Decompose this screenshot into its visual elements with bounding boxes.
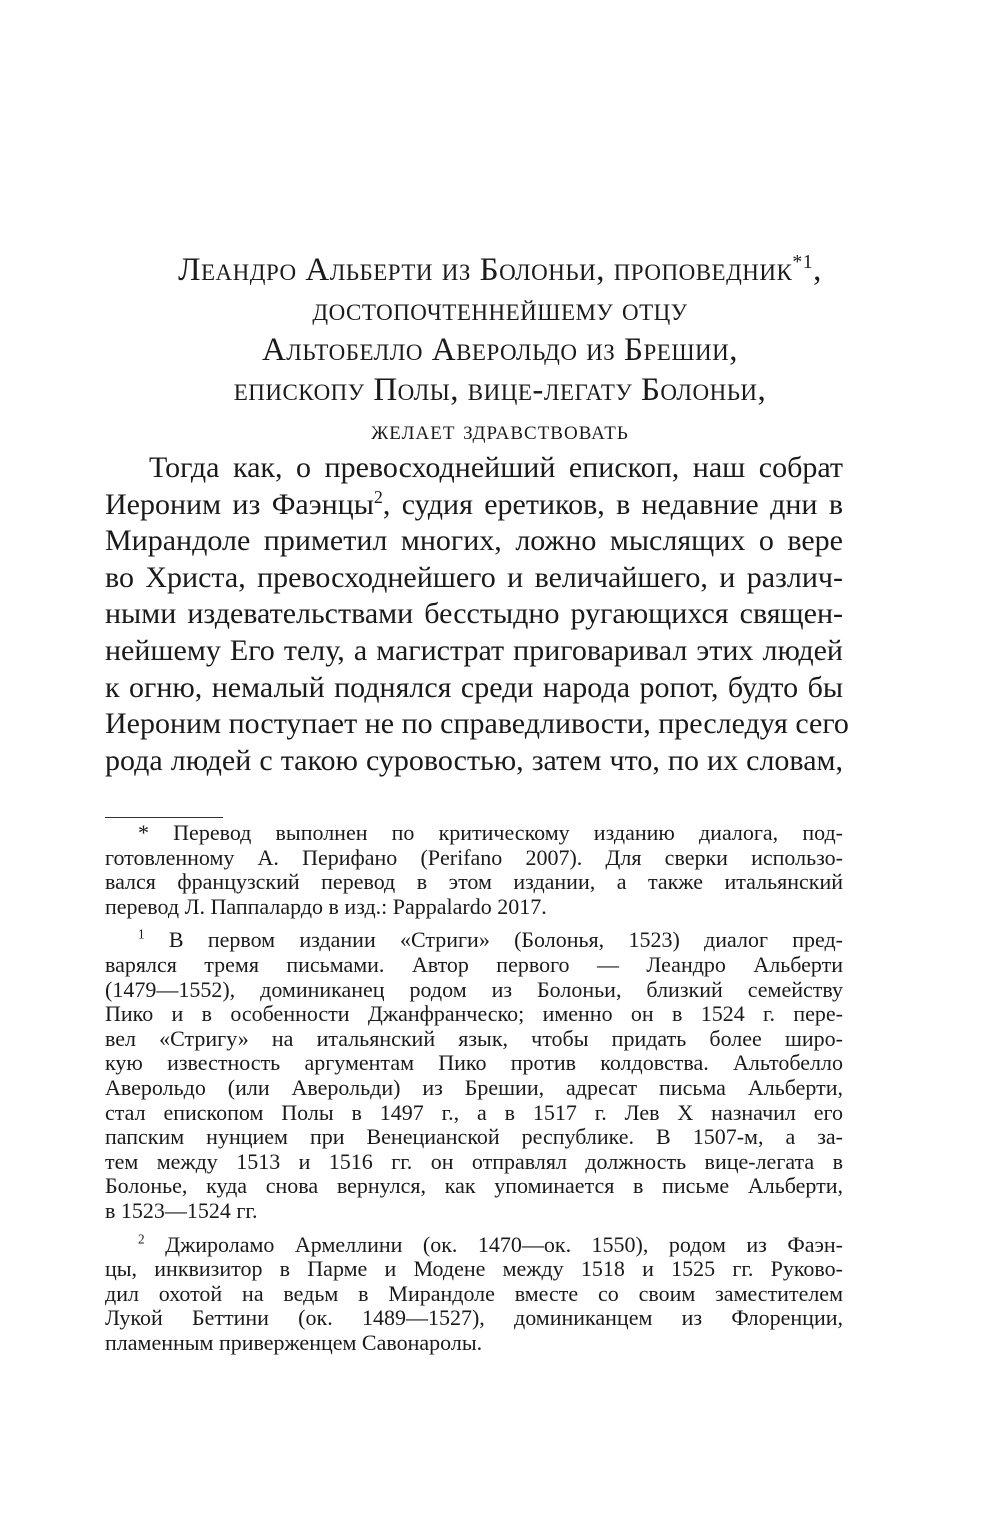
- footnote-line: пламенным приверженцем Савонаролы.: [105, 1329, 483, 1355]
- footnote-line: тем между 1513 и 1516 гг. он отправлял должность вице-легата в: [105, 1148, 843, 1174]
- heading-line-2: достопочтеннейшему отцу: [312, 292, 688, 328]
- footnote-line: готовленному А. Перифано (Perifano 2007). Для сверки использо-: [105, 844, 843, 870]
- body-line: Мирандоле приметил многих, ложно мыслящих о вере: [105, 524, 843, 558]
- footnote-line: вел «Стригу» на итальянский язык, чтобы придать более широ-: [105, 1025, 843, 1051]
- footnote-line: $^1$ В первом издании «Стриги» (Болонья, 1523) диалог пред-: [138, 927, 844, 953]
- body-line: Тогда как, о превосходнейший епископ, наш собрат: [149, 451, 843, 484]
- body-line: Иероним из Фаэнцы$^2$, судия еретиков, в недавние дни в: [105, 486, 843, 521]
- footnote-line: кую известность аргументам Пико против колдовства. Альтобелло: [105, 1050, 843, 1076]
- footnote-divider: [105, 817, 223, 818]
- footnote-line: стал епископом Полы в 1497 г., а в 1517 г. Лев X назначил его: [105, 1099, 843, 1125]
- footnote-2: [105, 1233, 843, 1356]
- footnote-marker-star-1: *1: [792, 251, 814, 273]
- footnote-line: * Перевод выполнен по критическому изданию диалога, под-: [138, 820, 843, 845]
- body-line: Иероним поступает не по справедливости, преследуя сего: [105, 707, 849, 741]
- footnote-line: в 1523—1524 гг.: [105, 1197, 258, 1223]
- footnote-line: вался французский перевод в этом издании, а также итальянский: [105, 869, 843, 895]
- footnote-line: варялся тремя письмами. Автор первого — Леандро Альберти: [105, 951, 843, 977]
- footnote-line: Аверольдо (или Аверольди) из Брешии, адресат письма Альберти,: [105, 1074, 843, 1100]
- heading-line-3: Альтобелло Аверольдо из Брешии,: [261, 332, 739, 368]
- footnote-line: папским нунцием при Венецианской республике. В 1507-м, а за-: [105, 1124, 843, 1150]
- body-line: рода людей с такою суровостью, затем что, по их словам,: [105, 743, 843, 777]
- footnote-star: [105, 821, 843, 919]
- footnote-line: (1479—1552), доминиканец родом из Болоньи, близкий семейству: [105, 976, 843, 1002]
- letter-heading: [80, 250, 920, 450]
- footnote-line: цы, инквизитор в Парме и Модене между 1518 и 1525 гг. Руково-: [105, 1256, 843, 1282]
- footnote-1: [105, 928, 843, 1223]
- heading-line-5: желает здравствовать: [371, 415, 629, 445]
- heading-line-4: епископу Полы, вице-легату Болоньи,: [233, 372, 767, 408]
- body-line: во Христа, превосходнейшего и величайшего, и различ-: [105, 560, 843, 594]
- body-line: ными издевательствами бесстыдно ругающихся священ-: [105, 597, 843, 631]
- footnote-number: 1: [138, 927, 145, 943]
- footnote-marker-2: 2: [373, 486, 383, 507]
- footnote-line: Болонье, куда снова вернулся, как упоминается в письме Альберти,: [105, 1173, 843, 1199]
- heading-line-1: Леандро Альберти из Болоньи, проповедник$^{*1}$,: [178, 251, 822, 288]
- footnotes: [105, 821, 843, 1364]
- footnote-line: Пико и в особенности Джанфранческо; именно он в 1524 г. пере-: [105, 1001, 843, 1027]
- footnote-line: $^2$ Джироламо Армеллини (ок. 1470—ок. 1550), родом из Фаэн-: [138, 1231, 844, 1257]
- footnote-line: перевод Л. Паппалардо в изд.: Pappalardo 2017.: [105, 893, 547, 919]
- footnote-line: дил охотой на ведьм в Мирандоле вместе со своим заместителем: [105, 1280, 843, 1306]
- footnote-line: Лукой Беттини (ок. 1489—1527), доминиканцем из Флоренции,: [105, 1305, 843, 1331]
- body-paragraph: [105, 450, 849, 779]
- body-line: нейшему Его телу, а магистрат приговаривал этих людей: [105, 633, 843, 667]
- body-line: к огню, немалый поднялся среди народа ропот, будто бы: [105, 670, 843, 704]
- footnote-number: 2: [138, 1231, 145, 1247]
